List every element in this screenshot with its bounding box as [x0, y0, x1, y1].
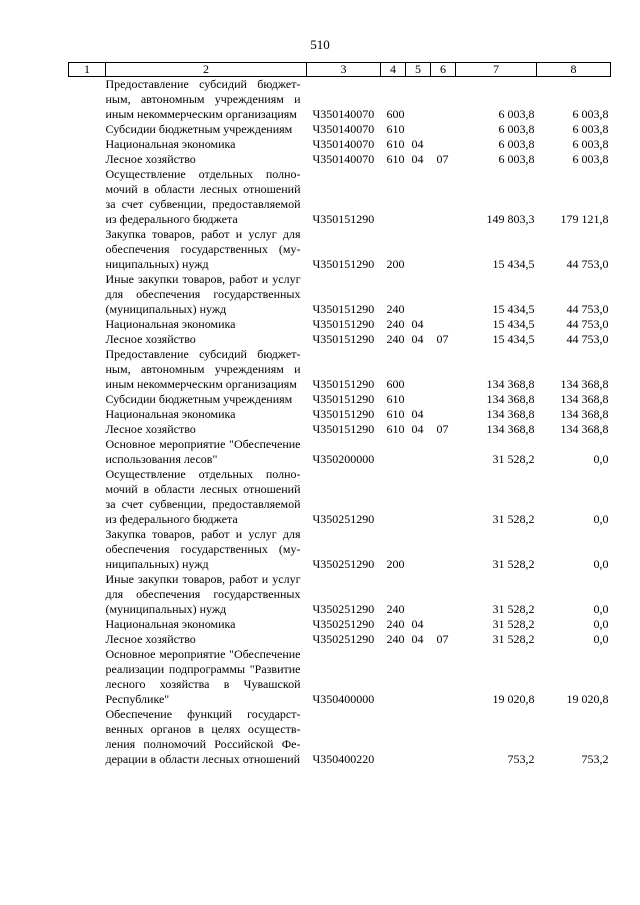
row-spacer-cell — [69, 167, 106, 227]
table-row — [69, 617, 611, 632]
table-row — [69, 77, 611, 123]
table-row — [69, 527, 611, 572]
expense-type-code: 610 — [386, 122, 405, 136]
amount-year-1: 31 528,2 — [492, 557, 535, 571]
column-header: 1 — [69, 63, 106, 77]
row-spacer-cell — [69, 647, 106, 707]
item-name: Предоставление субсидий бюджетным, автономным учреждениям и иным некоммерческим организациям — [105, 347, 301, 391]
target-article-code: Ч350151290 — [312, 392, 375, 406]
subsection-code — [431, 617, 456, 632]
amount-year-1: 149 803,3 — [486, 212, 535, 226]
expense-type-code — [381, 647, 406, 707]
section-code — [406, 347, 431, 392]
item-name: Лесное хозяйство — [105, 152, 196, 166]
amount-year-2: 6 003,8 — [572, 152, 609, 166]
item-name: Субсидии бюджетным учреждениям — [105, 122, 293, 136]
subsection-code — [431, 527, 456, 572]
expense-type-code: 240 — [386, 617, 405, 631]
section-code: 04 — [411, 317, 424, 331]
subsection-code — [431, 317, 456, 332]
amount-year-1: 15 434,5 — [492, 317, 535, 331]
amount-year-2: 19 020,8 — [566, 692, 609, 706]
target-article-code: Ч350251290 — [312, 512, 375, 526]
item-name: Обеспечение функций государственных органов в целях осуществления полномочий Российской Федерации в области лесных отношений — [105, 707, 301, 766]
target-article-code: Ч350140070 — [312, 137, 375, 151]
table-row — [69, 632, 611, 647]
section-code — [406, 227, 431, 272]
expense-type-code — [381, 167, 406, 227]
amount-year-2: 0,0 — [593, 452, 609, 466]
target-article-code: Ч350251290 — [312, 602, 375, 616]
target-article-code: Ч350140070 — [312, 122, 375, 136]
target-article-code: Ч350400220 — [312, 752, 375, 766]
amount-year-2: 753,2 — [581, 752, 609, 766]
section-code: 04 — [411, 617, 424, 631]
amount-year-1: 134 368,8 — [486, 407, 535, 421]
section-code — [406, 707, 431, 767]
subsection-code: 07 — [436, 422, 449, 436]
section-code — [406, 467, 431, 527]
target-article-code: Ч350400000 — [312, 692, 375, 706]
amount-year-2: 44 753,0 — [566, 317, 609, 331]
amount-year-1: 134 368,8 — [486, 422, 535, 436]
amount-year-2: 0,0 — [593, 632, 609, 646]
table-row — [69, 317, 611, 332]
target-article-code: Ч350140070 — [312, 152, 375, 166]
section-code: 04 — [411, 332, 424, 346]
row-spacer-cell — [69, 227, 106, 272]
amount-year-1: 6 003,8 — [498, 122, 535, 136]
expense-type-code — [381, 437, 406, 467]
table-row — [69, 392, 611, 407]
target-article-code: Ч350251290 — [312, 617, 375, 631]
expense-type-code: 240 — [386, 302, 405, 316]
subsection-code — [431, 407, 456, 422]
expense-type-code — [381, 467, 406, 527]
amount-year-1: 134 368,8 — [486, 392, 535, 406]
amount-year-2: 0,0 — [593, 557, 609, 571]
row-spacer-cell — [69, 632, 106, 647]
row-spacer-cell — [69, 347, 106, 392]
section-code: 04 — [411, 407, 424, 421]
row-spacer-cell — [69, 137, 106, 152]
item-name: Лесное хозяйство — [105, 332, 196, 346]
table-row — [69, 137, 611, 152]
item-name: Иные закупки товаров, работ и услуг для обеспечения государственных (муниципальных) нужд — [105, 572, 301, 616]
section-code: 04 — [411, 422, 424, 436]
target-article-code: Ч350151290 — [312, 317, 375, 331]
amount-year-1: 31 528,2 — [492, 632, 535, 646]
section-code: 04 — [411, 152, 424, 166]
target-article-code: Ч350151290 — [312, 302, 375, 316]
row-spacer-cell — [69, 617, 106, 632]
table-row — [69, 707, 611, 767]
expense-type-code: 600 — [386, 107, 405, 121]
section-code — [406, 122, 431, 137]
row-spacer-cell — [69, 392, 106, 407]
table-row — [69, 167, 611, 227]
row-spacer-cell — [69, 437, 106, 467]
expense-type-code: 610 — [386, 422, 405, 436]
target-article-code: Ч350151290 — [312, 422, 375, 436]
amount-year-1: 6 003,8 — [498, 152, 535, 166]
table-row — [69, 347, 611, 392]
row-spacer-cell — [69, 422, 106, 437]
amount-year-2: 44 753,0 — [566, 302, 609, 316]
column-header: 6 — [431, 63, 456, 77]
expense-type-code — [381, 707, 406, 767]
item-name: Лесное хозяйство — [105, 422, 196, 436]
target-article-code: Ч350200000 — [312, 452, 375, 466]
page-number: 510 — [310, 37, 330, 52]
item-name: Иные закупки товаров, работ и услуг для обеспечения государственных (муниципальных) нужд — [105, 272, 301, 316]
row-spacer-cell — [69, 272, 106, 317]
row-spacer-cell — [69, 77, 106, 123]
column-header: 8 — [537, 63, 611, 77]
expense-type-code: 200 — [386, 257, 405, 271]
subsection-code — [431, 572, 456, 617]
subsection-code — [431, 227, 456, 272]
table-row — [69, 122, 611, 137]
amount-year-1: 6 003,8 — [498, 107, 535, 121]
section-code — [406, 77, 431, 123]
amount-year-2: 6 003,8 — [572, 107, 609, 121]
row-spacer-cell — [69, 407, 106, 422]
expense-type-code: 610 — [386, 392, 405, 406]
subsection-code — [431, 272, 456, 317]
amount-year-1: 753,2 — [507, 752, 535, 766]
target-article-code: Ч350151290 — [312, 332, 375, 346]
row-spacer-cell — [69, 122, 106, 137]
target-article-code: Ч350151290 — [312, 407, 375, 421]
target-article-code: Ч350151290 — [312, 212, 375, 226]
table-row — [69, 407, 611, 422]
subsection-code — [431, 122, 456, 137]
subsection-code — [431, 707, 456, 767]
expense-type-code: 200 — [386, 557, 405, 571]
amount-year-2: 0,0 — [593, 602, 609, 616]
amount-year-2: 134 368,8 — [560, 407, 609, 421]
item-name: Закупка товаров, работ и услуг для обеспечения государственных (муниципальных) нужд — [105, 227, 301, 271]
item-name: Основное мероприятие "Обеспечение реализации подпрограммы "Развитие лесного хозяйства в Чувашской Республике" — [105, 647, 301, 706]
subsection-code — [431, 167, 456, 227]
amount-year-2: 134 368,8 — [560, 422, 609, 436]
section-code — [406, 272, 431, 317]
section-code — [406, 572, 431, 617]
subsection-code — [431, 77, 456, 123]
table-row — [69, 467, 611, 527]
column-number-header — [69, 63, 611, 77]
item-name: Предоставление субсидий бюджетным, автономным учреждениям и иным некоммерческим организациям — [105, 77, 301, 121]
target-article-code: Ч350251290 — [312, 557, 375, 571]
row-spacer-cell — [69, 572, 106, 617]
amount-year-2: 134 368,8 — [560, 392, 609, 406]
column-header: 3 — [307, 63, 381, 77]
section-code — [406, 527, 431, 572]
amount-year-1: 6 003,8 — [498, 137, 535, 151]
expense-type-code: 610 — [386, 152, 405, 166]
amount-year-2: 134 368,8 — [560, 377, 609, 391]
amount-year-1: 31 528,2 — [492, 602, 535, 616]
expense-type-code: 240 — [386, 602, 405, 616]
column-header: 2 — [106, 63, 307, 77]
expense-type-code: 610 — [386, 137, 405, 151]
target-article-code: Ч350140070 — [312, 107, 375, 121]
amount-year-2: 0,0 — [593, 512, 609, 526]
target-article-code: Ч350151290 — [312, 257, 375, 271]
expense-type-code: 240 — [386, 317, 405, 331]
table-row — [69, 437, 611, 467]
table-row — [69, 272, 611, 317]
item-name: Осуществление отдельных полномочий в области лесных отношений за счет субвенции, предоставляемой из федерального бюджета — [105, 467, 301, 526]
column-header: 7 — [456, 63, 537, 77]
row-spacer-cell — [69, 467, 106, 527]
item-name: Основное мероприятие "Обеспечение использования лесов" — [105, 437, 301, 466]
table-row — [69, 647, 611, 707]
amount-year-1: 15 434,5 — [492, 257, 535, 271]
subsection-code — [431, 647, 456, 707]
amount-year-2: 6 003,8 — [572, 137, 609, 151]
amount-year-2: 0,0 — [593, 617, 609, 631]
item-name: Национальная экономика — [105, 137, 236, 151]
expense-type-code: 240 — [386, 332, 405, 346]
item-name: Национальная экономика — [105, 407, 236, 421]
budget-table — [68, 62, 611, 767]
section-code — [406, 647, 431, 707]
subsection-code — [431, 467, 456, 527]
subsection-code — [431, 137, 456, 152]
row-spacer-cell — [69, 707, 106, 767]
item-name: Национальная экономика — [105, 317, 236, 331]
row-spacer-cell — [69, 152, 106, 167]
table-row — [69, 227, 611, 272]
expense-type-code: 240 — [386, 632, 405, 646]
subsection-code: 07 — [436, 632, 449, 646]
subsection-code: 07 — [436, 332, 449, 346]
item-name: Закупка товаров, работ и услуг для обеспечения государственных (муниципальных) нужд — [105, 527, 301, 571]
table-row — [69, 152, 611, 167]
table-row — [69, 422, 611, 437]
amount-year-1: 15 434,5 — [492, 302, 535, 316]
expense-type-code: 600 — [386, 377, 405, 391]
item-name: Национальная экономика — [105, 617, 236, 631]
section-code: 04 — [411, 632, 424, 646]
item-name: Субсидии бюджетным учреждениям — [105, 392, 293, 406]
section-code — [406, 437, 431, 467]
section-code — [406, 392, 431, 407]
section-code: 04 — [411, 137, 424, 151]
row-spacer-cell — [69, 317, 106, 332]
amount-year-1: 134 368,8 — [486, 377, 535, 391]
amount-year-2: 6 003,8 — [572, 122, 609, 136]
amount-year-2: 44 753,0 — [566, 332, 609, 346]
section-code — [406, 167, 431, 227]
target-article-code: Ч350151290 — [312, 377, 375, 391]
subsection-code — [431, 347, 456, 392]
column-header: 4 — [381, 63, 406, 77]
amount-year-1: 15 434,5 — [492, 332, 535, 346]
item-name: Осуществление отдельных полномочий в области лесных отношений за счет субвенции, предоставляемой из федерального бюджета — [105, 167, 301, 226]
amount-year-1: 31 528,2 — [492, 512, 535, 526]
subsection-code: 07 — [436, 152, 449, 166]
row-spacer-cell — [69, 332, 106, 347]
amount-year-1: 19 020,8 — [492, 692, 535, 706]
amount-year-1: 31 528,2 — [492, 452, 535, 466]
row-spacer-cell — [69, 527, 106, 572]
subsection-code — [431, 437, 456, 467]
amount-year-2: 179 121,8 — [560, 212, 609, 226]
amount-year-1: 31 528,2 — [492, 617, 535, 631]
table-row — [69, 572, 611, 617]
amount-year-2: 44 753,0 — [566, 257, 609, 271]
target-article-code: Ч350251290 — [312, 632, 375, 646]
expense-type-code: 610 — [386, 407, 405, 421]
column-header: 5 — [406, 63, 431, 77]
item-name: Лесное хозяйство — [105, 632, 196, 646]
table-row — [69, 332, 611, 347]
subsection-code — [431, 392, 456, 407]
